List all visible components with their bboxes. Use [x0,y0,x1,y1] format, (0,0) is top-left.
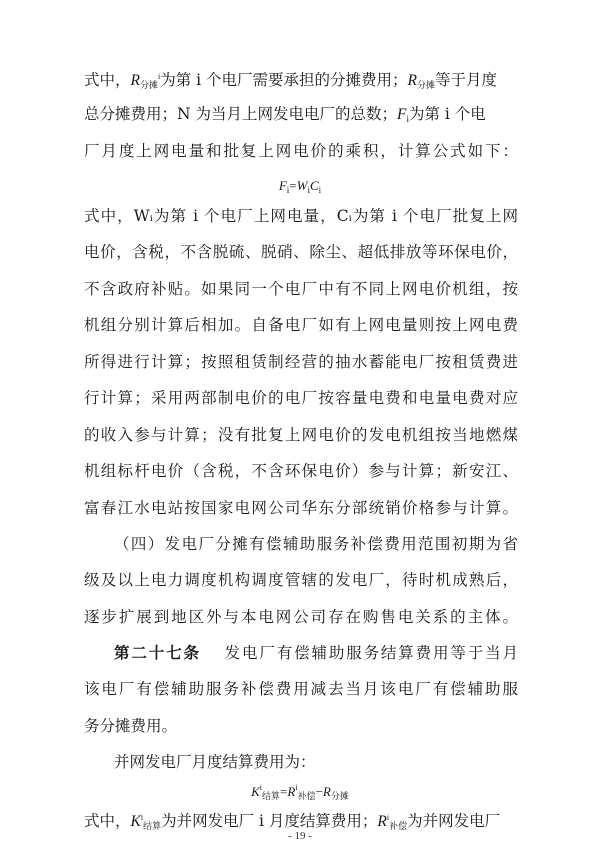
text-line-20: 式中，$K^i_{结算}$为并网发电厂 i 月度结算费用；$R^i_{补偿}$为并网发电厂 [84,812,501,831]
text-line-14: 级及以上电力调度机构调度管辖的发电厂，待时机成熟后， [84,571,518,589]
formula-f-equals-wc: $F_i=W_iC_i$ [278,178,322,195]
text-line-5: 电价，含税，不含脱硫、脱硝、除尘、超低排放等环保电价， [84,243,518,261]
text-line-11: 机组标杆电价（含税，不含环保电价）参与计算；新安江、 [84,462,518,480]
page-number: - 19 - [288,830,312,842]
text-line-3: 厂月度上网电量和批复上网电价的乘积，计算公式如下： [84,142,518,160]
text-line-9: 行计算；采用两部制电价的电厂按容量电费和电量电费对应 [84,389,518,407]
text-line-15: 逐步扩展到地区外与本电网公司存在购售电关系的主体。 [84,608,518,626]
text-line-1: 式中，$R_{分摊}^i$为第 i 个电厂需要承担的分摊费用；$R_{分摊}$等于月度 [84,71,498,90]
text-line-10: 的收入参与计算；没有批复上网电价的发电机组按当地燃煤 [84,426,518,444]
text-line-19: 并网发电厂月度结算费用为： [114,753,316,771]
text-line-4: 式中，Wᵢ为第 i 个电厂上网电量，Cᵢ为第 i 个电厂批复上网 [84,207,518,225]
text-line-12: 富春江水电站按国家电网公司华东分部统销价格参与计算。 [84,499,518,517]
text-line-8: 所得进行计算；按照租赁制经营的抽水蓄能电厂按租赁费进 [84,353,518,371]
text-line-17: 该电厂有偿辅助服务补偿费用减去当月该电厂有偿辅助服 [84,680,518,698]
article-number: 第二十七条 [114,643,201,662]
formula-settlement: $K^i_{结算}=R^i_{补偿}-R_{分摊}$ [251,783,349,801]
text-line-2: 总分摊费用；N 为当月上网发电电厂的总数；$F_i$为第 i 个电 [84,105,486,124]
article-27-heading-line: 第二十七条 发电厂有偿辅助服务结算费用等于当月 [114,643,518,662]
text-line-18: 务分摊费用。 [84,717,178,735]
text-line-13: （四）发电厂分摊有偿辅助服务补偿费用范围初期为省 [114,535,518,553]
text-line-6: 不含政府补贴。如果同一个电厂中有不同上网电价机组，按 [84,280,518,298]
text-line-7: 机组分别计算后相加。自备电厂如有上网电量则按上网电费 [84,316,518,334]
